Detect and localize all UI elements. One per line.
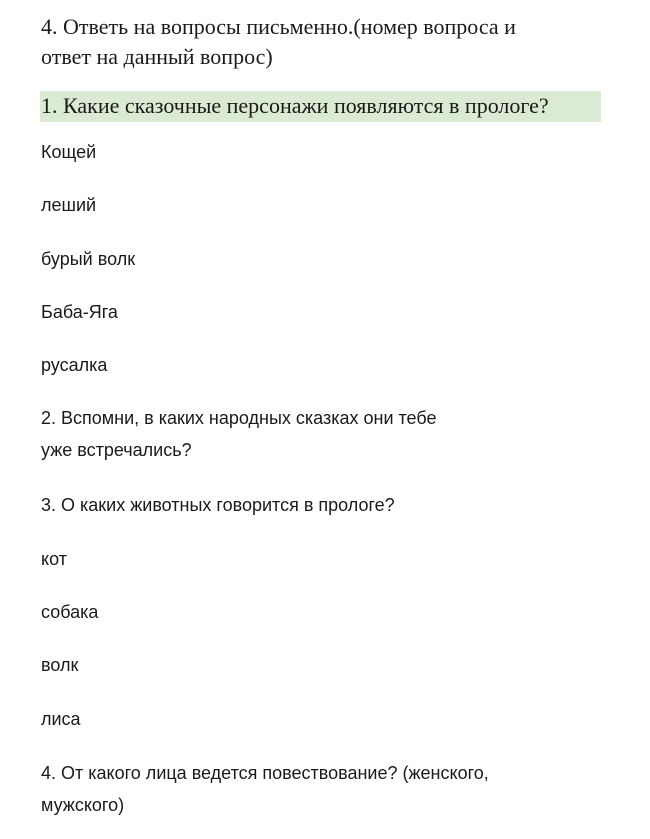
question-4 (41, 757, 489, 821)
answer-cat: кот (41, 549, 67, 569)
answer-rusalka: русалка (41, 355, 108, 375)
question-2-line-2: уже встречались? (41, 440, 192, 460)
answer-fox: лиса (41, 709, 81, 729)
answer-dog: собака (41, 602, 99, 622)
question-3: 3. О каких животных говорится в прологе? (41, 495, 395, 515)
answer-brown-wolf: бурый волк (41, 249, 136, 269)
question-2 (41, 402, 436, 466)
question-4-line-1: 4. От какого лица ведется повествование? (женского, (41, 763, 489, 783)
answer-leshy: леший (41, 195, 97, 215)
task-heading-line-2: ответ на данный вопрос) (41, 44, 273, 69)
question-2-line-1: 2. Вспомни, в каких народных сказках они тебе (41, 408, 437, 428)
task-heading-line-1: 4. Ответь на вопросы письменно.(номер вопроса и (41, 14, 516, 39)
task-heading (41, 12, 601, 72)
question-4-line-2: мужского) (41, 795, 125, 815)
question-1-highlighted: 1. Какие сказочные персонажи появляются в прологе? (40, 91, 601, 122)
answer-wolf: волк (41, 655, 79, 675)
answer-baba-yaga: Баба-Яга (41, 302, 118, 322)
answer-kashchei: Кощей (41, 142, 97, 162)
